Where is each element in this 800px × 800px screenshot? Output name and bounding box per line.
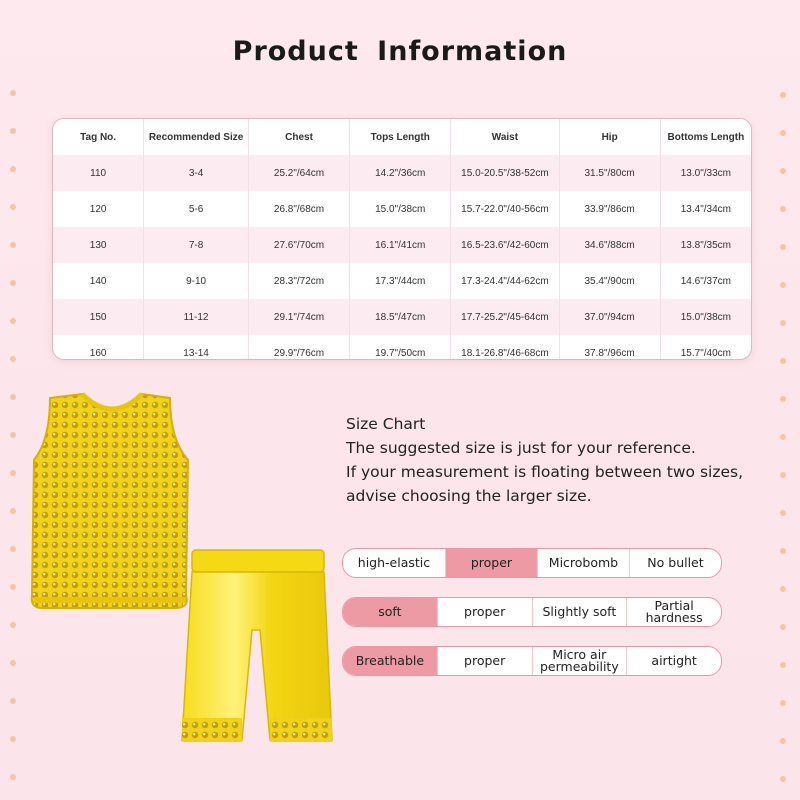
table-cell: 16.5-23.6"/42-60cm bbox=[451, 227, 559, 263]
table-row bbox=[53, 227, 751, 263]
table-cell: 15.7"/40cm bbox=[660, 335, 751, 360]
note-line: If your measurement is floating between two sizes, bbox=[346, 463, 743, 481]
decorative-dots-right bbox=[780, 92, 788, 782]
table-cell: 13.8"/35cm bbox=[660, 227, 751, 263]
garment-illustration bbox=[20, 380, 340, 780]
note-line: advise choosing the larger size. bbox=[346, 487, 592, 505]
attribute-label: soft bbox=[343, 598, 438, 626]
table-cell: 5-6 bbox=[144, 191, 249, 227]
header-hip: Hip bbox=[559, 119, 660, 155]
note-line: The suggested size is just for your reference. bbox=[346, 439, 696, 457]
note-heading: Size Chart bbox=[346, 415, 426, 433]
attribute-option: airtight bbox=[651, 653, 697, 668]
size-table bbox=[52, 118, 752, 360]
table-header-row bbox=[53, 119, 751, 155]
table-cell: 19.7"/50cm bbox=[350, 335, 451, 360]
table-row bbox=[53, 335, 751, 360]
table-cell: 13.0"/33cm bbox=[660, 155, 751, 191]
table-cell: 11-12 bbox=[144, 299, 249, 335]
attribute-option: proper bbox=[438, 647, 533, 675]
attribute-option: Partial hardness bbox=[645, 598, 703, 625]
table-cell: 14.2"/36cm bbox=[350, 155, 451, 191]
table-cell: 37.8"/96cm bbox=[559, 335, 660, 360]
table-row bbox=[53, 155, 751, 191]
table-cell: 7-8 bbox=[144, 227, 249, 263]
header-chest: Chest bbox=[248, 119, 349, 155]
table-cell: 37.0"/94cm bbox=[559, 299, 660, 335]
header-bottoms-length: Bottoms Length bbox=[660, 119, 751, 155]
satin-shorts bbox=[182, 550, 332, 742]
table-cell: 150 bbox=[53, 299, 144, 335]
table-cell: 120 bbox=[53, 191, 144, 227]
attribute-option: No bullet bbox=[647, 555, 704, 570]
table-cell: 18.5"/47cm bbox=[350, 299, 451, 335]
table-cell: 3-4 bbox=[144, 155, 249, 191]
attribute-label: Breathable bbox=[343, 647, 438, 675]
decorative-dots-left bbox=[10, 90, 18, 780]
attribute-row-softness bbox=[342, 597, 722, 627]
table-cell: 14.6"/37cm bbox=[660, 263, 751, 299]
table-cell: 29.1"/74cm bbox=[248, 299, 349, 335]
table-cell: 17.7-25.2"/45-64cm bbox=[451, 299, 559, 335]
attribute-option-selected: proper bbox=[446, 549, 538, 577]
table-cell: 9-10 bbox=[144, 263, 249, 299]
table-row bbox=[53, 191, 751, 227]
table-cell: 16.1"/41cm bbox=[350, 227, 451, 263]
table-cell: 35.4"/90cm bbox=[559, 263, 660, 299]
table-cell: 29.9"/76cm bbox=[248, 335, 349, 360]
attribute-option: Microbomb bbox=[538, 549, 630, 577]
table-cell: 26.8"/68cm bbox=[248, 191, 349, 227]
header-waist: Waist bbox=[451, 119, 559, 155]
table-cell: 15.0"/38cm bbox=[660, 299, 751, 335]
table-cell: 17.3-24.4"/44-62cm bbox=[451, 263, 559, 299]
table-cell: 25.2"/64cm bbox=[248, 155, 349, 191]
size-chart-note bbox=[346, 412, 766, 508]
table-cell: 15.0"/38cm bbox=[350, 191, 451, 227]
header-tag-no: Tag No. bbox=[53, 119, 144, 155]
table-cell: 140 bbox=[53, 263, 144, 299]
attribute-option: Slightly soft bbox=[533, 598, 628, 626]
table-row bbox=[53, 263, 751, 299]
table-cell: 110 bbox=[53, 155, 144, 191]
table-cell: 15.7-22.0"/40-56cm bbox=[451, 191, 559, 227]
page-title: Product Information bbox=[232, 36, 568, 67]
table-cell: 13.4"/34cm bbox=[660, 191, 751, 227]
table-cell: 17.3"/44cm bbox=[350, 263, 451, 299]
header-recommended-size: Recommended Size bbox=[144, 119, 249, 155]
table-cell: 28.3"/72cm bbox=[248, 263, 349, 299]
table-cell: 130 bbox=[53, 227, 144, 263]
header-tops-length: Tops Length bbox=[350, 119, 451, 155]
table-cell: 27.6"/70cm bbox=[248, 227, 349, 263]
table-cell: 34.6"/88cm bbox=[559, 227, 660, 263]
table-cell: 15.0-20.5"/38-52cm bbox=[451, 155, 559, 191]
sequin-tank-top bbox=[32, 394, 188, 608]
table-cell: 31.5"/80cm bbox=[559, 155, 660, 191]
attribute-option: Micro air permeability bbox=[533, 647, 628, 675]
table-cell: 18.1-26.8"/46-68cm bbox=[451, 335, 559, 360]
table-row bbox=[53, 299, 751, 335]
table-cell: 13-14 bbox=[144, 335, 249, 360]
table-cell: 33.9"/86cm bbox=[559, 191, 660, 227]
attribute-row-elasticity bbox=[342, 548, 722, 578]
table-cell: 160 bbox=[53, 335, 144, 360]
attribute-option: proper bbox=[438, 598, 533, 626]
attribute-row-breathability bbox=[342, 646, 722, 676]
attribute-label: high-elastic bbox=[343, 549, 446, 577]
